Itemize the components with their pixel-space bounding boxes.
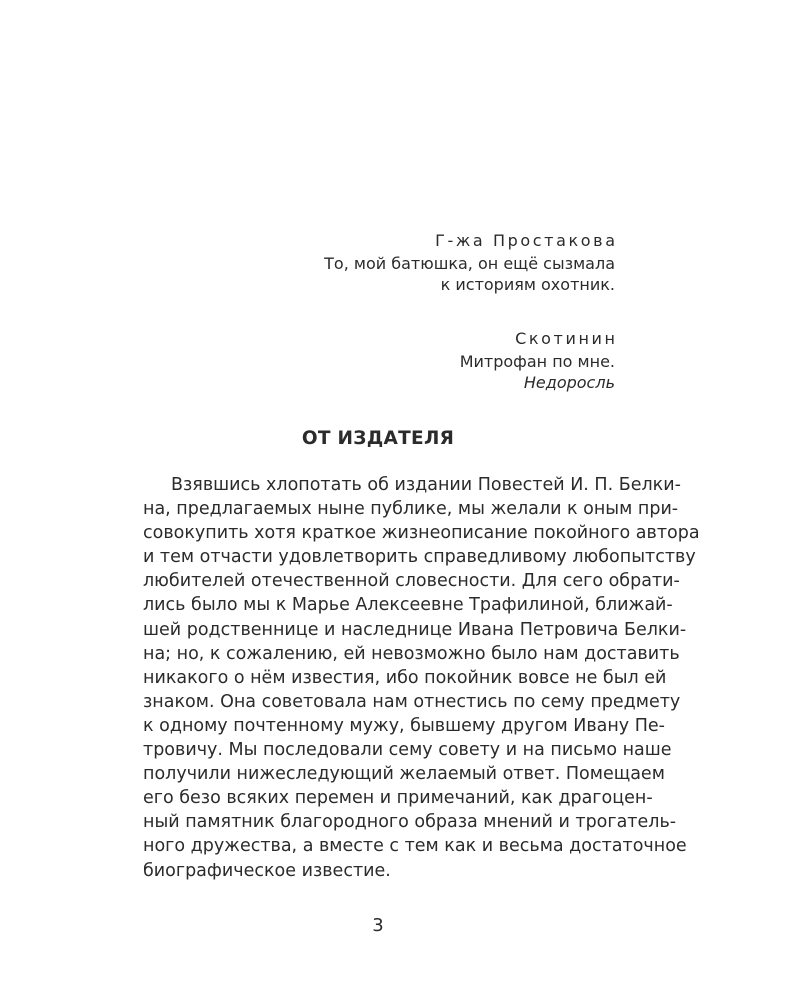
text-line: и тем отчасти удовлетворить справедливому любопытству [143, 547, 696, 568]
text-line: ный памятник благородного образа мнений и трогатель- [143, 812, 677, 833]
epigraph-line: к историям охотник. [440, 275, 615, 294]
page-number: 3 [372, 915, 384, 936]
body-paragraph [143, 473, 700, 883]
epigraph [459, 328, 618, 393]
epigraph-line: Митрофан по мне. [459, 352, 615, 371]
text-line: биографическое известие. [143, 860, 391, 881]
epigraph-speaker: Г-жа Простакова [435, 231, 618, 250]
epigraph-source: Недоросль [523, 373, 615, 392]
text-line: его безо всяких перемен и примечаний, как драгоцен- [143, 788, 653, 809]
text-line: тровичу. Мы последовали сему совету и на письмо наше [143, 740, 672, 761]
text-line: знаком. Она советовала нам отнестись по сему предмету [143, 691, 681, 712]
text-line: совокупить хотя краткое жизнеописание покойного автора [143, 523, 700, 544]
epigraph-line: То, мой батюшка, он ещё сызмала [324, 254, 615, 273]
text-line: на; но, к сожалению, ей невозможно было нам доставить [143, 643, 680, 664]
text-line: шей родственнице и наследнице Ивана Петровича Белки- [143, 619, 687, 640]
text-line: лись было мы к Марье Алексеевне Трафилиной, ближай- [143, 595, 673, 616]
text-line: получили нижеследующий желаемый ответ. Помещаем [143, 764, 665, 785]
text-line: к одному почтенному мужу, бывшему другом Ивану Пе- [143, 715, 665, 736]
text-line: на, предлагаемых ныне публике, мы желали к оным при- [143, 499, 679, 520]
epigraph [324, 230, 618, 295]
text-line: никакого о нём известия, ибо покойник вовсе не был ей [143, 667, 667, 688]
text-line: ного дружества, а вместе с тем как и весьма достаточное [143, 836, 687, 857]
chapter-heading: ОТ ИЗДАТЕЛЯ [301, 428, 455, 449]
text-line: Взявшись хлопотать об издании Повестей И. П. Белки- [171, 475, 681, 495]
text-line: любителей отечественной словесности. Для сего обрати- [143, 571, 680, 592]
epigraph-speaker: Скотинин [515, 329, 618, 348]
